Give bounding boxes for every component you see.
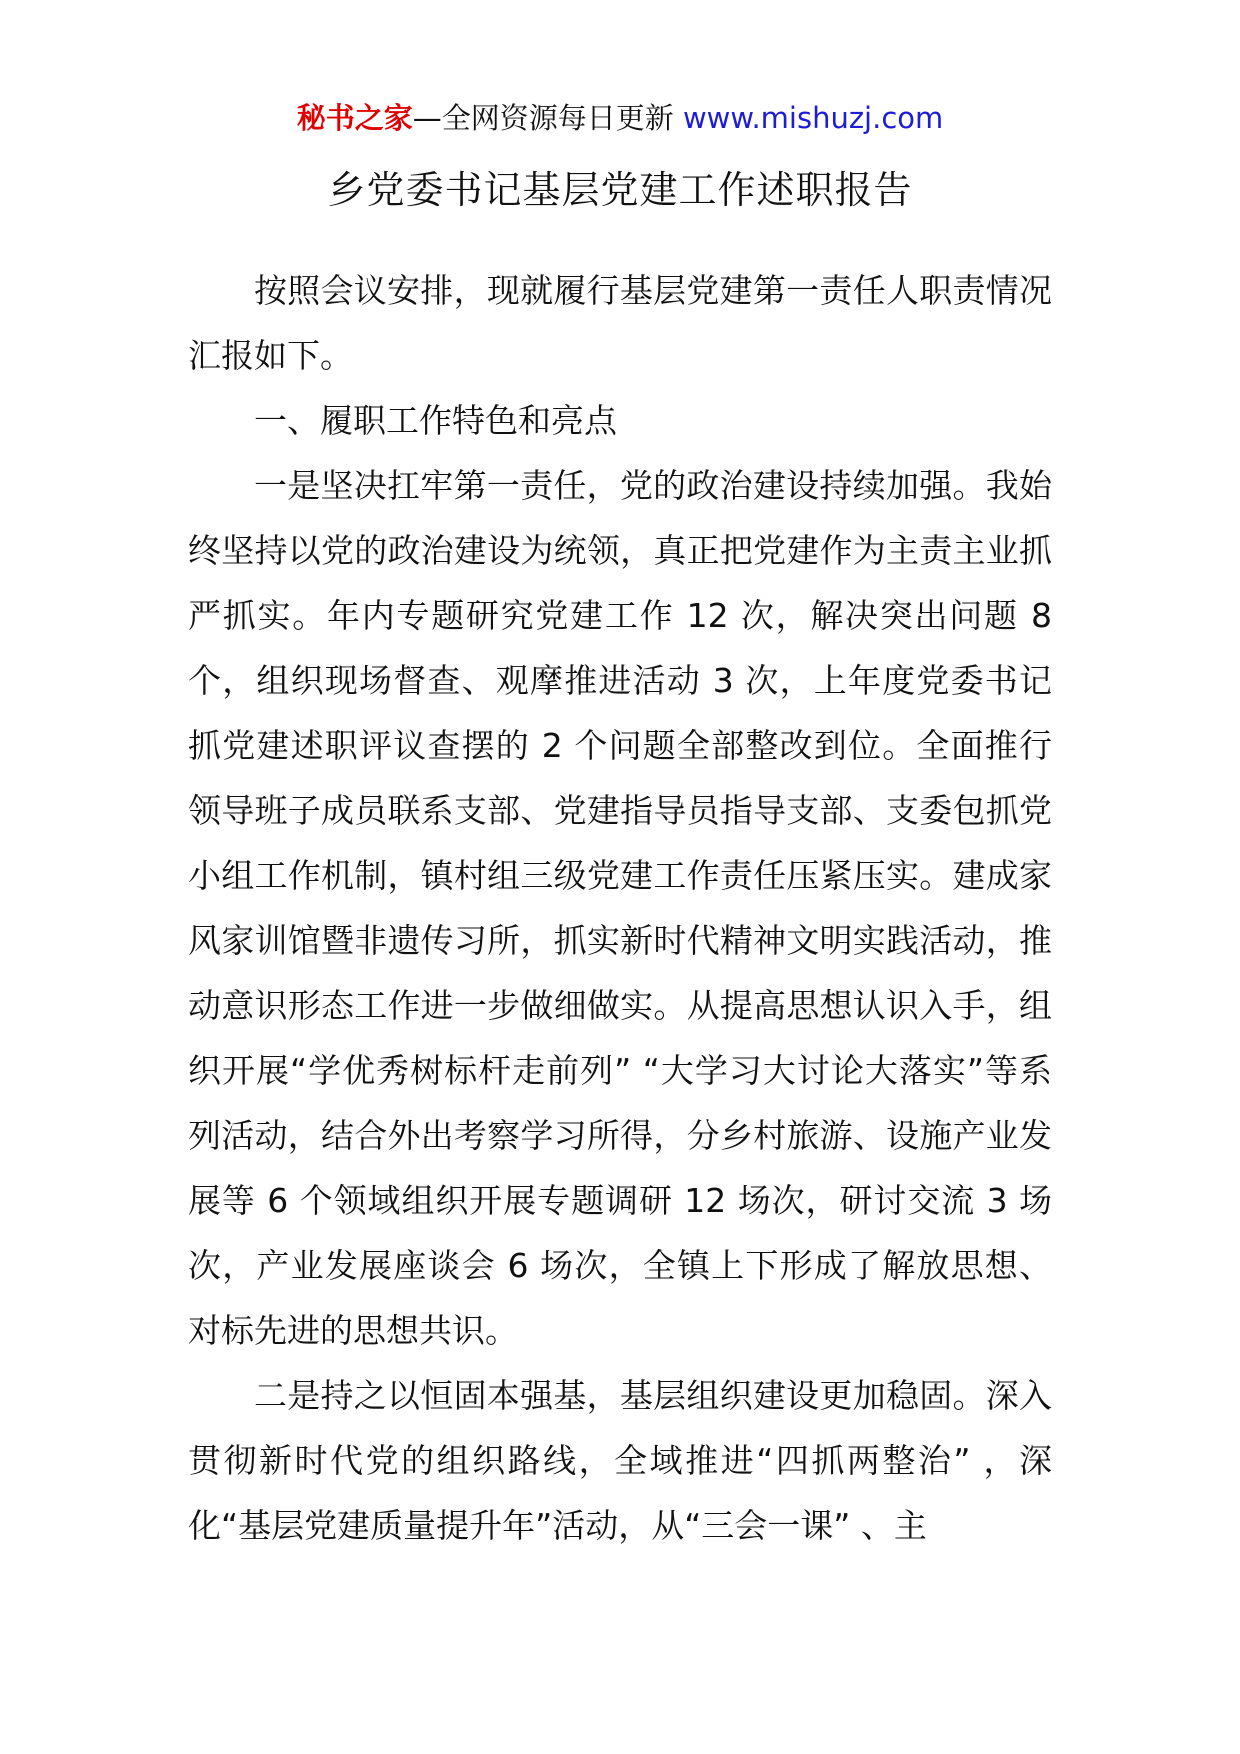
section-heading: 一、履职工作特色和亮点: [254, 401, 617, 440]
paragraph-item-two: 二是持之以恒固本强基，基层组织建设更加稳固。深入贯彻新时代党的组织路线，全域推进“四抓两整治” ，深化“基层党建质量提升年”活动，从“三会一课” 、主: [188, 1376, 1052, 1545]
brand-name: 秘书之家: [296, 101, 413, 135]
site-header: [0, 98, 1240, 138]
paragraph-item-one: 一是坚决扛牢第一责任，党的政治建设持续加强。我始终坚持以党的政治建设为统领，真正把党建作为主责主业抓严抓实。年内专题研究党建工作 12 次，解决突出问题 8 个，组织现场督查、观摩推进活动 3 次，上年度党委书记抓党建述职评议查摆的 2 个问题全部整改到位。全面推行领导班子成员联系支部、党建指导员指导支部、支委包抓党小组工作机制，镇村组三级党建工作责任压紧压实。建成家风家训馆暨非遗传习所，抓实新时代精神文明实践活动，推动意识形态工作进一步做细做实。从提高思想认识入手，组织开展“学优秀树标杆走前列” “大学习大讨论大落实”等系列活动，结合外出考察学习所得，分乡村旅游、设施产业发展等 6 个领域组织开展专题调研 12 场次，研讨交流 3 场次，产业发展座谈会 6 场次，全镇上下形成了解放思想、对标先进的思想共识。: [188, 466, 1052, 1350]
document-body: [188, 258, 1052, 1558]
paragraph-intro: 按照会议安排，现就履行基层党建第一责任人职责情况汇报如下。: [188, 271, 1052, 375]
document-title: 乡党委书记基层党建工作述职报告: [327, 168, 913, 212]
site-tagline: —全网资源每日更新: [412, 101, 683, 135]
site-url: www.mishuzj.com: [682, 101, 944, 135]
